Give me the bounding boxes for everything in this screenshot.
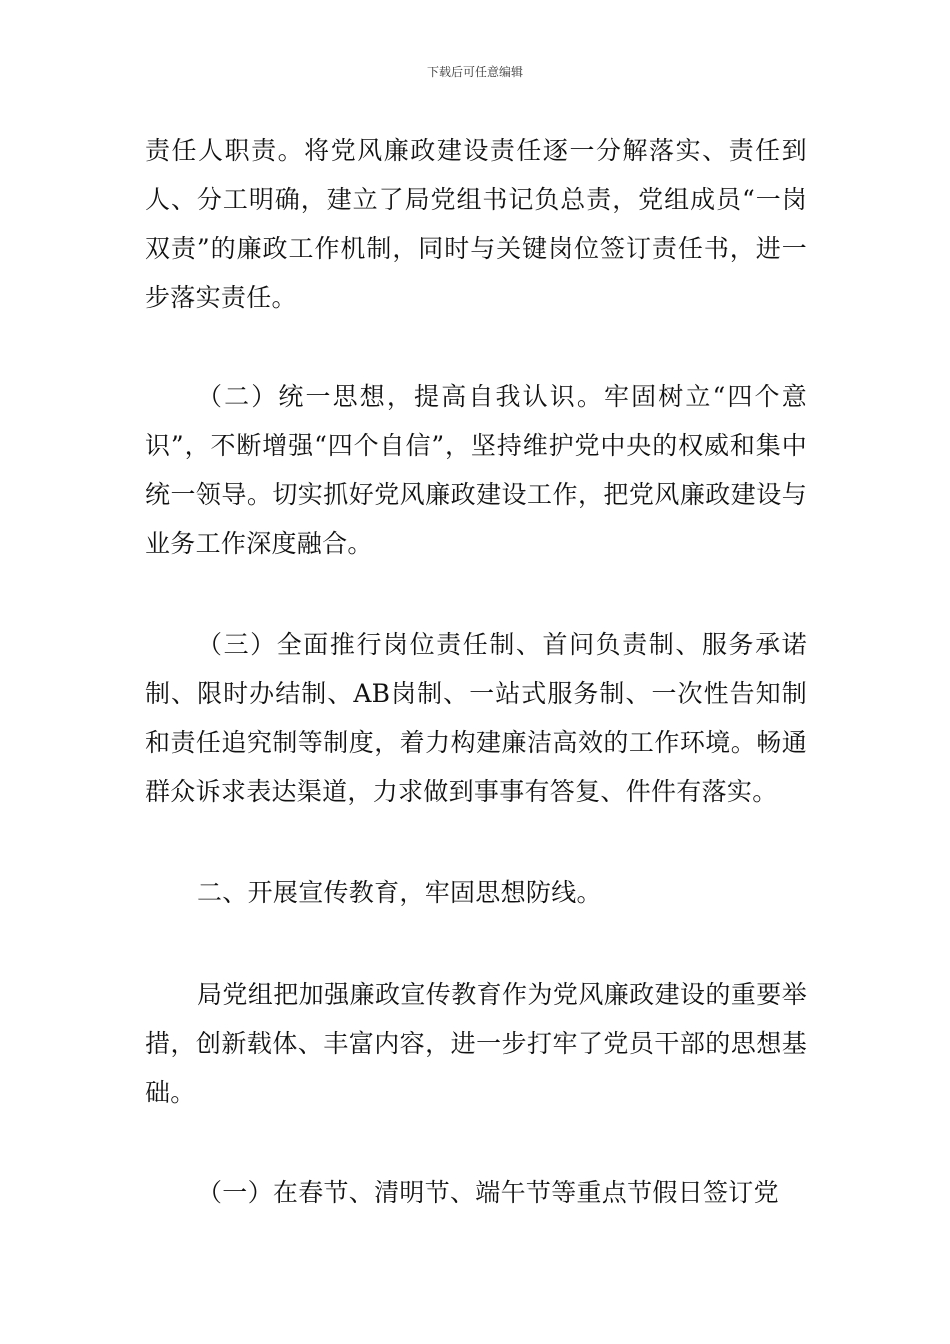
paragraph-responsibility: 责任人职责。将党风廉政建设责任逐一分解落实、责任到人、分工明确，建立了局党组书记负总责，党组成员“一岗双责”的廉政工作机制，同时与关键岗位签订责任书，进一步落实责任。 [145,136,807,312]
section-heading-2: 二、开展宣传教育，牢固思想防线。 [197,878,602,907]
paragraph-item-3: （三）全面推行岗位责任制、首问负责制、服务承诺制、限时办结制、AB岗制、一站式服务制、一次性告知制和责任追究制等制度，着力构建廉洁高效的工作环境。畅通群众诉求表达渠道，力求做到事事有答复、件件有落实。 [145,630,807,806]
paragraph-section-2-intro: 局党组把加强廉政宣传教育作为党风廉政建设的重要举措，创新载体、丰富内容，进一步打牢了党员干部的思想基础。 [145,980,807,1107]
paragraph-item-1: （一）在春节、清明节、端午节等重点节假日签订党 [197,1178,779,1207]
page-header: 下载后可任意编辑 [426,65,523,79]
paragraph-item-2: （二）统一思想，提高自我认识。牢固树立“四个意识”，不断增强“四个自信”，坚持维护党中央的权威和集中统一领导。切实抓好党风廉政建设工作，把党风廉政建设与业务工作深度融合。 [145,382,807,558]
